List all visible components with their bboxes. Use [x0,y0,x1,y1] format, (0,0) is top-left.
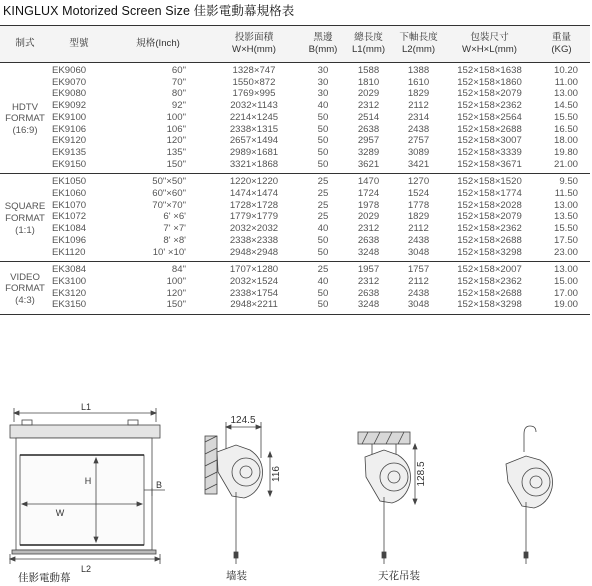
size-cell: 60" [171,65,186,76]
area-cell: 2032×1143 [230,100,278,112]
weight-cell: 17.00 [553,287,578,299]
table-row [0,88,590,100]
bar-length-cell: 1829 [407,88,430,100]
model-cell: EK9060 [52,65,87,76]
area-cell: 1707×1280 [229,264,279,276]
column-header-unit: (KG) [551,44,572,55]
size-cell: 84" [171,264,186,276]
package-cell: 152×158×2688 [457,287,522,299]
table-row [0,276,590,288]
group-hdtv [0,63,590,174]
model-cell: EK9070 [52,76,87,88]
border-cell: 50 [317,246,329,258]
table-row [0,200,590,212]
format-group-line: SQUARE [4,201,46,213]
group-square [0,174,590,262]
area-cell: 1328×747 [232,65,276,76]
size-cell: 8' ×8' [163,234,186,246]
package-cell: 152×158×2007 [457,264,522,276]
area-cell: 2948×2948 [229,246,279,258]
total-length-cell: 2638 [357,287,380,299]
size-cell: 80" [171,88,186,100]
format-group-line: FORMAT [5,113,45,125]
bar-length-cell: 2438 [407,123,430,135]
size-cell: 150" [166,299,186,311]
table-row [0,262,590,276]
column-header [346,26,391,63]
model-cell: EK1070 [52,199,87,211]
total-length-cell: 1978 [357,199,380,211]
border-cell: 30 [317,65,329,76]
area-cell: 1474×1474 [229,188,279,200]
area-cell: 2338×1754 [229,287,279,299]
border-cell: 50 [317,158,329,170]
area-cell: 2032×1524 [229,275,279,287]
weight-cell: 13.00 [553,88,578,100]
weight-cell: 23.00 [553,246,578,258]
table-row [0,247,590,262]
size-cell: 50"×50" [152,176,186,188]
ceiling-mount-diagram [358,432,417,564]
border-cell: 40 [317,275,329,287]
model-cell: EK9106 [52,123,87,135]
table-row [0,147,590,159]
area-cell: 2214×1245 [229,111,279,123]
weight-cell: 14.50 [553,100,578,112]
dim-ceiling-height-label: 128.5 [416,461,427,487]
size-cell: 7' ×7' [163,223,186,235]
weight-cell: 15.50 [553,223,578,235]
caption-wall-mount: 墙装 [226,570,247,582]
area-cell: 1550×872 [232,76,276,88]
bar-length-cell: 2112 [408,100,429,112]
total-length-cell: 1724 [357,188,380,200]
dim-wall-height-label: 116 [271,466,282,482]
installation-diagrams [0,392,592,581]
weight-cell: 18.00 [553,135,578,147]
format-group-line: (1:1) [15,224,35,236]
area-cell: 2338×2338 [229,234,279,246]
table-row [0,211,590,223]
weight-cell: 11.50 [554,188,578,200]
column-header-label: 重量 [551,32,572,43]
size-cell: 100" [166,275,186,287]
size-cell: 60"×60" [152,188,186,200]
bar-length-cell: 2757 [407,135,430,147]
area-cell: 1728×1728 [229,199,279,211]
model-cell: EK1096 [52,234,87,246]
bar-length-cell: 3048 [407,246,430,258]
table-row [0,135,590,147]
area-cell: 1220×1220 [229,176,279,188]
package-cell: 152×158×2688 [457,123,522,135]
package-cell: 152×158×2028 [457,199,522,211]
weight-cell: 19.80 [553,146,578,158]
bar-length-cell: 1388 [407,65,430,76]
model-cell: EK1060 [52,188,87,200]
package-cell: 152×158×3298 [457,246,522,258]
dim-l2-label: L2 [80,564,92,574]
total-length-cell: 3621 [357,158,380,170]
total-length-cell: 3248 [357,299,380,311]
size-cell: 120" [166,135,186,147]
total-length-cell: 2638 [357,234,380,246]
model-cell: EK1084 [52,223,87,235]
screen-front-diagram [10,408,165,564]
format-group-line: FORMAT [5,283,45,295]
package-cell: 152×158×2079 [457,88,522,100]
bar-length-cell: 2438 [407,234,430,246]
diagram-area [0,392,592,584]
total-length-cell: 3248 [357,246,380,258]
border-cell: 50 [317,123,329,135]
bar-length-cell: 1270 [407,176,430,188]
table-row [0,159,590,174]
total-length-cell: 2638 [357,123,380,135]
bar-length-cell: 1778 [407,199,430,211]
column-header [0,26,50,63]
total-length-cell: 2312 [357,275,380,287]
total-length-cell: 1810 [357,76,380,88]
wall-mount-diagram [205,422,272,564]
bar-length-cell: 1829 [407,211,430,223]
border-cell: 25 [317,188,329,200]
format-group-line: VIDEO [10,271,40,283]
table-row [0,63,590,77]
bar-length-cell: 3048 [407,299,430,311]
dim-w-label: W [55,508,65,518]
area-cell: 1779×1779 [229,211,279,223]
weight-cell: 10.20 [553,65,578,76]
weight-cell: 15.50 [553,111,578,123]
column-header-unit: W×H×L(mm) [462,44,517,55]
column-header [446,26,533,63]
bar-length-cell: 3089 [407,146,430,158]
table-row [0,174,590,188]
table-header-row [0,26,590,63]
bar-length-cell: 3421 [407,158,430,170]
border-cell: 25 [317,211,329,223]
package-cell: 152×158×1520 [457,176,522,188]
package-cell: 152×158×1638 [457,65,522,76]
bar-length-cell: 2112 [408,275,429,287]
border-cell: 50 [317,234,329,246]
border-cell: 25 [317,199,329,211]
column-header-label: 規格(Inch) [136,38,180,49]
weight-cell: 13.00 [553,264,578,276]
size-cell: 10' ×10' [152,246,186,258]
weight-cell: 19.00 [553,299,578,311]
total-length-cell: 2514 [357,111,380,123]
total-length-cell: 3289 [357,146,380,158]
model-cell: EK3100 [52,275,87,287]
column-header-unit: B(mm) [308,44,338,55]
weight-cell: 11.00 [554,76,578,88]
table-row [0,235,590,247]
column-header-label: 包裝尺寸 [470,32,509,43]
format-group-line: HDTV [11,101,39,113]
column-header-label: 黑邊 [313,32,333,43]
area-cell: 3321×1868 [229,158,279,170]
format-group-line: FORMAT [5,212,45,224]
column-header [50,26,108,63]
bar-length-cell: 2438 [407,287,430,299]
border-cell: 30 [317,76,329,88]
weight-cell: 16.50 [553,123,578,135]
package-cell: 152×158×2564 [457,111,522,123]
weight-cell: 15.00 [553,275,578,287]
table-row [0,299,590,314]
total-length-cell: 1588 [357,65,380,76]
format-group-line: (16:9) [12,125,38,137]
weight-cell: 13.50 [553,211,578,223]
size-cell: 106" [166,123,186,135]
border-cell: 50 [317,287,329,299]
package-cell: 152×158×2688 [457,234,522,246]
package-cell: 152×158×3671 [457,158,522,170]
package-cell: 152×158×3339 [457,146,522,158]
model-cell: EK9135 [52,146,87,158]
total-length-cell: 2029 [357,88,380,100]
model-cell: EK3120 [52,287,87,299]
column-header-label: 總長度 [354,32,383,43]
hook-mount-diagram [506,426,553,564]
model-cell: EK3150 [52,299,87,311]
column-header [300,26,346,63]
format-group-line: (4:3) [15,295,35,306]
total-length-cell: 1957 [357,264,380,276]
bar-length-cell: 1757 [407,264,430,276]
package-cell: 152×158×3298 [457,299,522,311]
border-cell: 30 [317,88,329,100]
area-cell: 2657×1494 [229,135,279,147]
border-cell: 40 [317,223,329,235]
bar-length-cell: 2314 [407,111,430,123]
column-header-unit: L2(mm) [401,44,436,55]
border-cell: 50 [317,146,329,158]
weight-cell: 17.50 [553,234,578,246]
column-header [108,26,208,63]
package-cell: 152×158×2362 [457,100,522,112]
column-header-label: 投影面積 [234,32,274,43]
border-cell: 25 [317,264,329,276]
total-length-cell: 1470 [357,176,380,188]
dim-wall-depth-label: 124.5 [230,415,256,426]
column-header-label: 型號 [69,38,89,49]
table-row [0,124,590,136]
model-cell: EK9100 [52,111,87,123]
dim-h-label: H [84,476,92,486]
column-header-label: 制式 [15,38,35,49]
border-cell: 50 [317,135,329,147]
border-cell: 40 [317,100,329,112]
size-cell: 70"×70" [152,199,186,211]
size-cell: 6' ×6' [163,211,186,223]
area-cell: 2032×2032 [229,223,279,235]
table-row [0,100,590,112]
format-group-label [0,63,50,174]
table-row [0,288,590,300]
total-length-cell: 2029 [357,211,380,223]
format-group-label [0,262,50,315]
model-cell: EK9092 [52,100,87,112]
size-cell: 70" [171,76,186,88]
table-row [0,112,590,124]
model-cell: EK9080 [52,88,87,100]
model-cell: EK9150 [52,158,87,170]
package-cell: 152×158×2362 [457,223,522,235]
size-cell: 120" [166,287,186,299]
column-header [208,26,300,63]
table-row [0,77,590,89]
model-cell: EK1120 [52,246,86,258]
package-cell: 152×158×1774 [457,188,522,200]
size-cell: 150" [166,158,186,170]
total-length-cell: 2312 [357,223,380,235]
total-length-cell: 2312 [357,100,380,112]
model-cell: EK1050 [52,176,87,188]
dim-l1-label: L1 [80,402,92,412]
weight-cell: 9.50 [559,176,578,188]
column-header [533,26,590,63]
border-cell: 50 [317,111,329,123]
page-title: KINGLUX Motorized Screen Size 佳影電動幕規格表 [3,4,295,18]
model-cell: EK3084 [52,264,87,276]
area-cell: 2948×2211 [230,299,278,311]
bar-length-cell: 2112 [408,223,429,235]
column-header-unit: L1(mm) [351,44,386,55]
area-cell: 1769×995 [232,88,276,100]
size-cell: 92" [171,100,186,112]
total-length-cell: 2957 [357,135,380,147]
area-cell: 2338×1315 [229,123,279,135]
model-cell: EK9120 [52,135,87,147]
size-cell: 135" [166,146,186,158]
table-row [0,223,590,235]
package-cell: 152×158×2079 [457,211,522,223]
column-header-unit: W×H(mm) [232,44,276,55]
package-cell: 152×158×3007 [457,135,522,147]
dim-b-label: B [156,480,163,490]
size-cell: 100" [166,111,186,123]
area-cell: 2989×1681 [229,146,279,158]
bar-length-cell: 1524 [407,188,430,200]
bar-length-cell: 1610 [407,76,430,88]
table-row [0,188,590,200]
column-header [391,26,446,63]
model-cell: EK1072 [52,211,87,223]
border-cell: 25 [317,176,329,188]
border-cell: 50 [317,299,329,311]
group-video [0,262,590,315]
weight-cell: 21.00 [553,158,578,170]
format-group-label [0,174,50,262]
package-cell: 152×158×1860 [457,76,522,88]
caption-screen: 佳影電動幕 [18,572,71,584]
spec-table [0,25,590,315]
caption-ceiling-mount: 天花吊装 [378,570,420,582]
column-header-label: 下軸長度 [399,32,438,43]
package-cell: 152×158×2362 [457,275,522,287]
weight-cell: 13.00 [553,199,578,211]
